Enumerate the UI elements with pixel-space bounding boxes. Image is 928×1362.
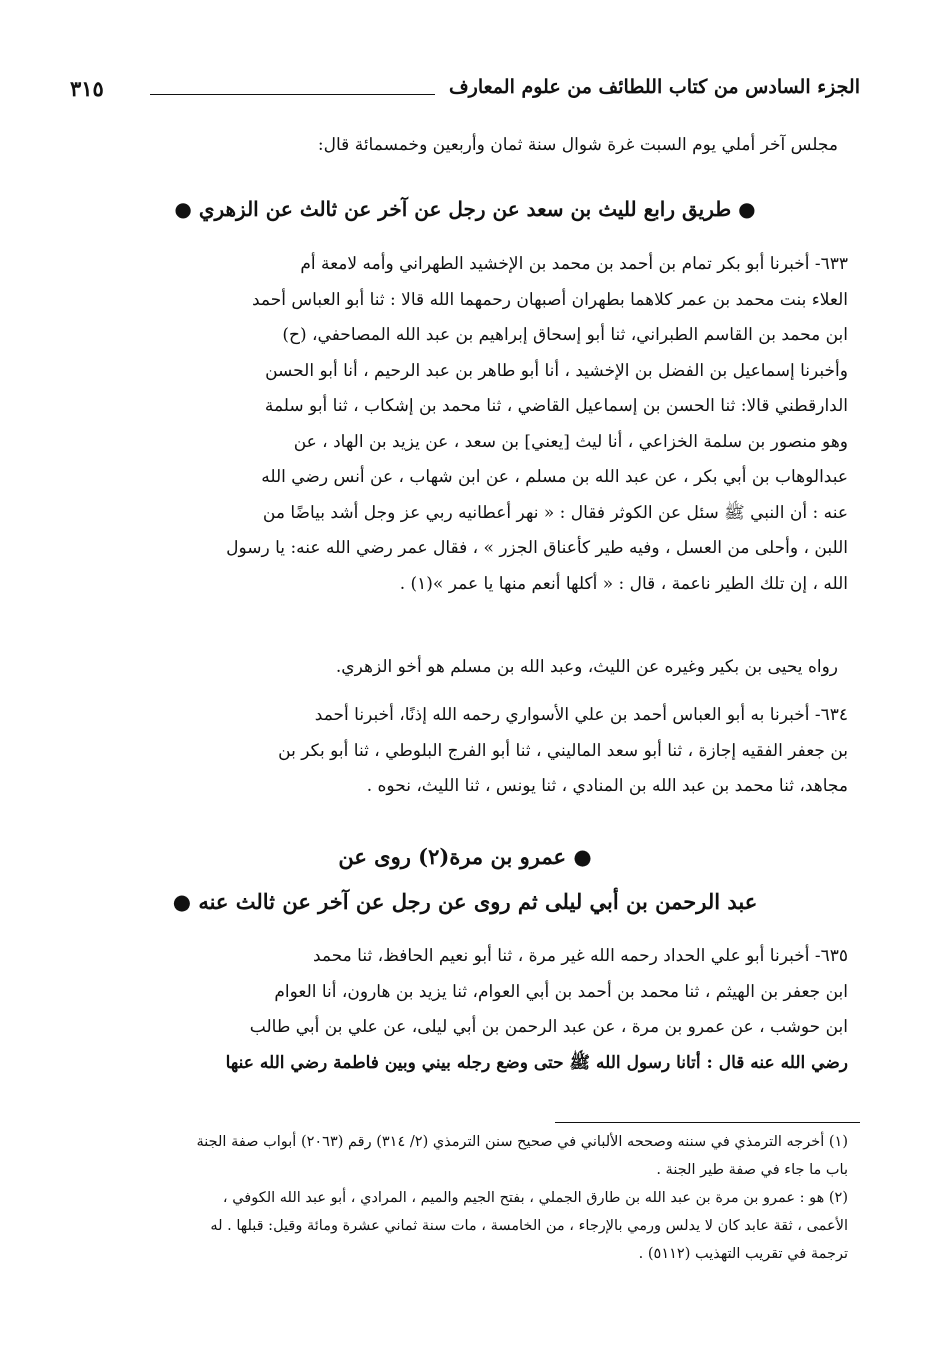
text-line: العلاء بنت محمد بن عمر كلاهما بطهران أصبهان رحمهما الله قالا : ثنا أبو العباس أحمد	[252, 289, 848, 310]
footnote-line: باب ما جاء في صفة طير الجنة .	[656, 1162, 848, 1178]
section-heading-laith: ● طريق رابع لليث بن سعد عن رجل عن آخر عن ثالث عن الزهري ●	[174, 197, 756, 221]
text-line: الله ، إن تلك الطير ناعمة ، قال : « أكلها أنعم منها يا عمر »(١) .	[399, 573, 848, 594]
running-title: الجزء السادس من كتاب اللطائف من علوم المعارف	[448, 76, 860, 98]
text-line: ابن محمد بن القاسم الطبراني، ثنا أبو إسحاق إبراهيم بن عبد الله المصاحفي، (ح)	[282, 325, 848, 345]
footnote-rule	[555, 1122, 860, 1123]
text-line: بن جعفر الفقيه إجازة ، ثنا أبو سعد الماليني ، ثنا أبو الفرج البلوطي ، ثنا أبو بكر بن	[278, 740, 848, 761]
page-header	[70, 72, 860, 112]
footnote-line: (١) أخرجه الترمذي في سننه وصححه الألباني في صحيح سنن الترمذي (٢/ ٣١٤) رقم (٢٠٦٣) أبواب صفة الجنة	[196, 1134, 848, 1150]
text-line: ٦٣٣- أخبرنا أبو بكر تمام بن أحمد بن محمد بن الإخشيد الطهراني وأمه لامعة أم	[300, 254, 848, 274]
text-line: ٦٣٥- أخبرنا أبو علي الحداد رحمه الله غير مرة ، ثنا أبو نعيم الحافظ، ثنا محمد	[312, 946, 848, 966]
text-line: عبدالوهاب بن أبي بكر ، عن عبد الله بن مسلم ، عن ابن شهاب ، عن أنس رضي الله	[261, 467, 848, 487]
text-line: اللبن ، وأحلى من العسل ، وفيه طير كأعناق الجزر » ، فقال عمر رضي الله عنه: يا رسول	[226, 538, 848, 558]
footnotes	[68, 1128, 848, 1268]
page-number: ٣١٥	[70, 76, 104, 101]
text-line: ٦٣٤- أخبرنا به أبو العباس أحمد بن علي الأسواري رحمه الله إذنًا، أخبرنا أحمد	[314, 705, 848, 725]
text-line: الدارقطني قالا: ثنا الحسن بن إسماعيل القاضي ، ثنا محمد بن إشكاب ، ثنا أبو سلمة	[264, 396, 848, 416]
footnote-line: الأعمى ، ثقة عابد كان لا يدلس ورمي بالإرجاء ، من الخامسة ، مات سنة ثماني عشرة ومائة وقيل: قبلها . له	[210, 1218, 848, 1234]
text-line: وأخبرنا إسماعيل بن الفضل بن الإخشيد ، أنا أبو طاهر بن عبد الرحيم ، أنا أبو الحسن	[265, 360, 848, 381]
footnote-line: (٢) هو : عمرو بن مرة بن عبد الله بن طارق الجملي ، بفتح الجيم والميم ، المرادي ، أبو عبد الله الكوفي ،	[222, 1190, 848, 1206]
text-line: وهو منصور بن سلمة الخزاعي ، أنا ليث [يعني] بن سعد ، عن يزيد بن الهاد ، عن	[293, 431, 848, 452]
hadith-633	[68, 247, 848, 602]
riwayah-note: رواه يحيى بن بكير وغيره عن الليث، وعبد الله بن مسلم هو أخو الزهري.	[335, 657, 838, 677]
text-line: عنه : أن النبي ﷺ سئل عن الكوثر فقال : « نهر أعطانيه ربي عز وجل أشد بياضًا من	[262, 502, 848, 523]
section-heading-amr-line2: عبد الرحمن بن أبي ليلى ثم روى عن رجل عن آخر عن ثالث عنه ●	[172, 889, 758, 914]
session-intro: مجلس آخر أملي يوم السبت غرة شوال سنة ثمان وأربعين وخمسمائة قال:	[317, 135, 838, 155]
header-rule	[150, 94, 435, 95]
hadith-634	[68, 698, 848, 805]
text-line: ابن جعفر بن الهيثم ، ثنا محمد بن أحمد بن أبي العوام، ثنا يزيد بن هارون، أنا العوام	[274, 981, 848, 1002]
text-line: رضي الله عنه قال : أتانا رسول الله ﷺ حتى وضع رجله بيني وبين فاطمة رضي الله عنها	[225, 1052, 848, 1073]
hadith-635	[68, 939, 848, 1081]
text-line: مجاهد، ثنا محمد بن عبد الله بن المنادي ، ثنا يونس ، ثنا الليث، نحوه .	[366, 776, 848, 796]
footnote-line: ترجمة في تقريب التهذيب (٥١١٢) .	[638, 1246, 848, 1262]
text-line: ابن حوشب ، عن عمرو بن مرة ، عن عبد الرحمن بن أبي ليلى، عن علي بن أبي طالب	[249, 1017, 848, 1037]
section-heading-amr-line1: ● عمرو بن مرة(٢) روى عن	[338, 844, 592, 869]
